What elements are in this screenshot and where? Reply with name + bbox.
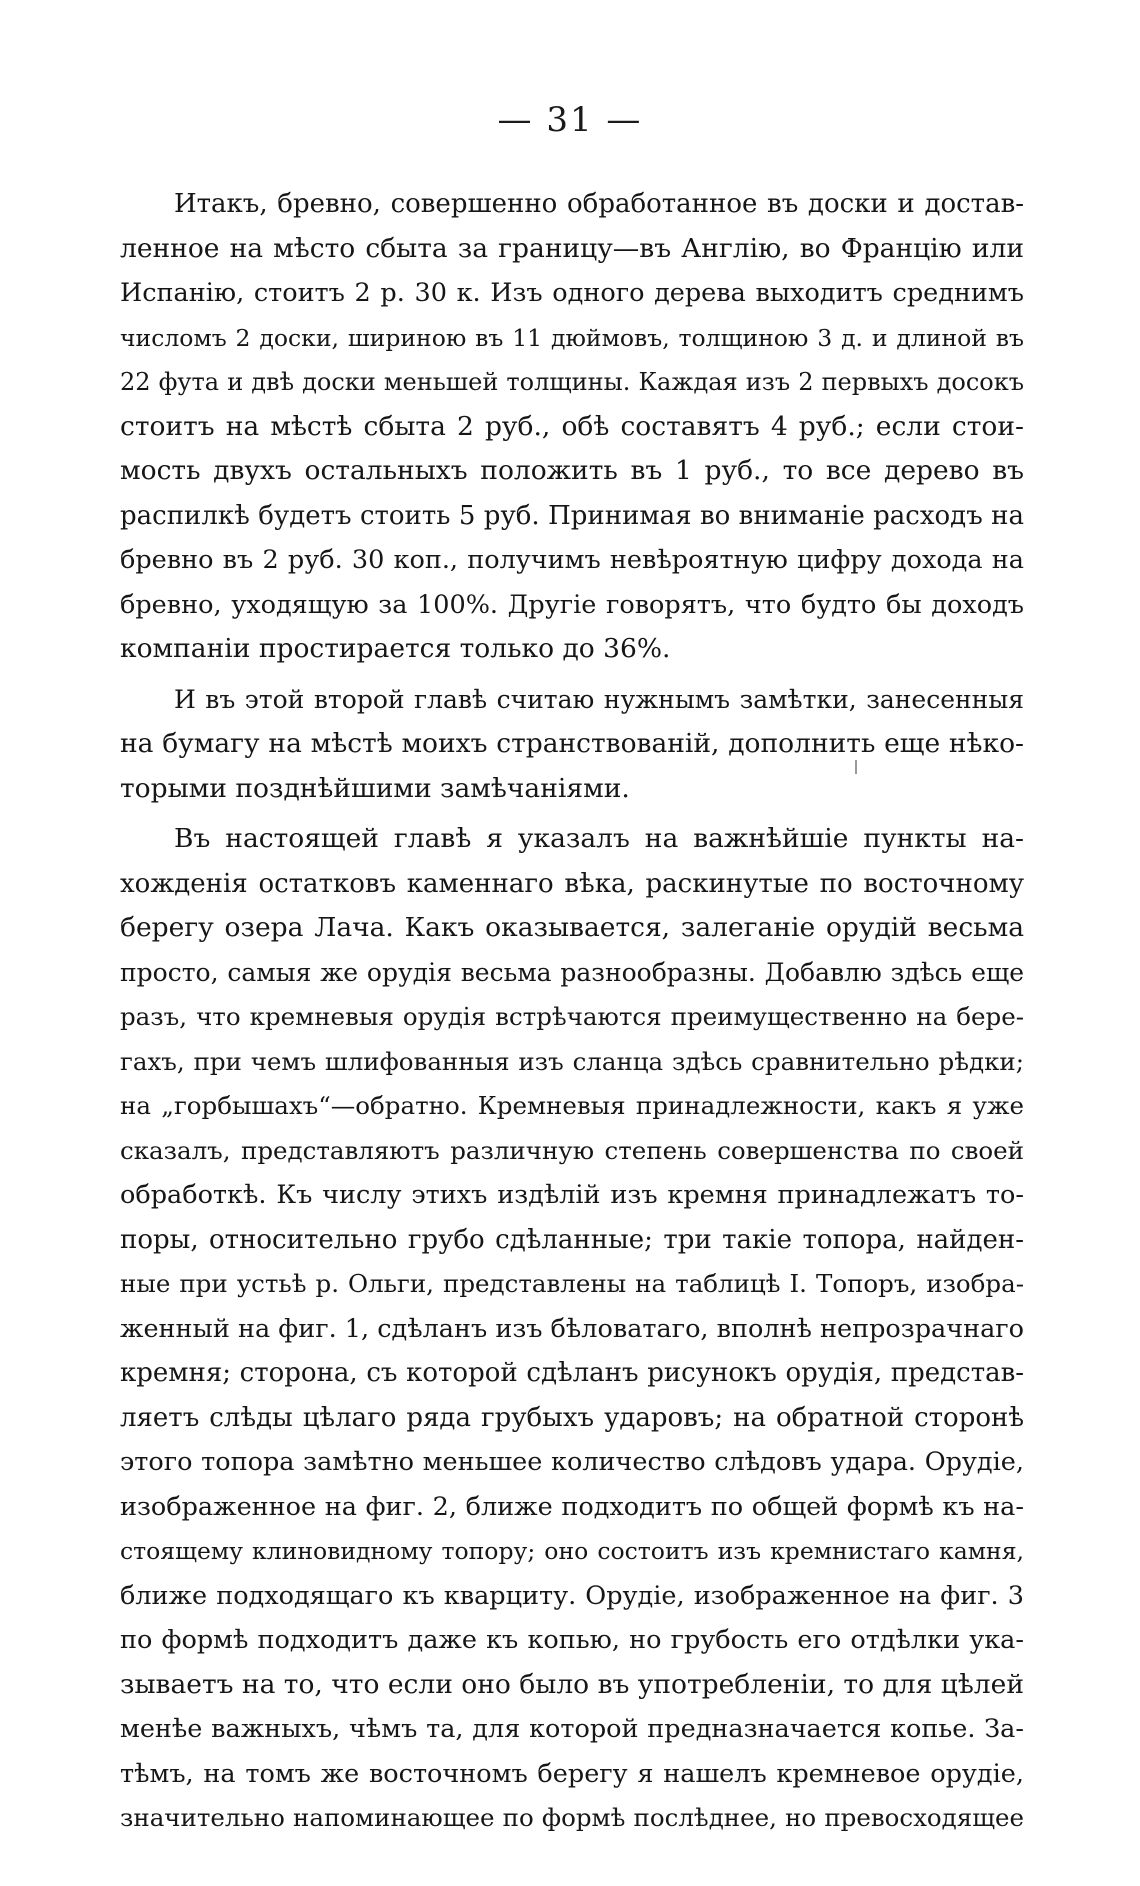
text-line: женный на фиг. 1, сдѣланъ изъ бѣловатаго, вполнѣ непрозрачнаго bbox=[120, 1313, 1024, 1344]
text-line: 22 фута и двѣ доски меньшей толщины. Каждая изъ 2 первыхъ досокъ bbox=[120, 368, 1024, 396]
paragraph-3 bbox=[120, 817, 1024, 1841]
text-line: по формѣ подходитъ даже къ копью, но грубость его отдѣлки ука- bbox=[120, 1625, 1024, 1655]
text-line: мость двухъ остальныхъ положить въ 1 руб., то все дерево въ bbox=[120, 455, 1024, 486]
text-line: стоитъ на мѣстѣ сбыта 2 руб., обѣ составятъ 4 руб.; если стои- bbox=[120, 410, 1024, 442]
text-line: этого топора замѣтно меньшее количество слѣдовъ удара. Орудіе, bbox=[120, 1447, 1024, 1477]
text-line: кремня; сторона, съ которой сдѣланъ рисунокъ орудія, представ- bbox=[120, 1358, 1024, 1388]
text-line: сказалъ, представляютъ различную степень совершенства по своей bbox=[120, 1135, 1024, 1165]
text-line: ближе подходящаго къ кварциту. Орудіе, изображенное на фиг. 3 bbox=[120, 1580, 1024, 1611]
text-line: обработкѣ. Къ числу этихъ издѣлій изъ кремня принадлежатъ то- bbox=[120, 1180, 1024, 1210]
text-line: зываетъ на то, что если оно было въ употребленіи, то для цѣлей bbox=[120, 1668, 1024, 1700]
text-line: И въ этой второй главѣ считаю нужнымъ замѣтки, занесенныя bbox=[174, 684, 1024, 714]
text-line: разъ, что кремневыя орудія встрѣчаются преимущественно на бере- bbox=[120, 1002, 1024, 1031]
text-line: на „горбышахъ“—обратно. Кремневыя принадлежности, какъ я уже bbox=[120, 1091, 1024, 1120]
text-line: тѣмъ, на томъ же восточномъ берегу я нашелъ кремневое орудіе, bbox=[120, 1758, 1024, 1789]
text-line: ляетъ слѣды цѣлаго ряда грубыхъ ударовъ; на обратной сторонѣ bbox=[120, 1402, 1024, 1433]
text-line: значительно напоминающее по формѣ послѣднее, но превосходящее bbox=[120, 1803, 1024, 1832]
paper-speck bbox=[855, 760, 857, 774]
text-line: изображенное на фиг. 2, ближе подходитъ по общей формѣ къ на- bbox=[120, 1491, 1024, 1522]
text-line: торыми позднѣйшими замѣчаніями. bbox=[120, 772, 630, 804]
text-line: компаніи простирается только до 36%. bbox=[120, 633, 671, 664]
text-line: ленное на мѣсто сбыта за границу—въ Англію, во Францію или bbox=[120, 232, 1024, 264]
page-number: — 31 — bbox=[497, 100, 643, 140]
paragraph-1 bbox=[120, 182, 1024, 672]
text-line: просто, самыя же орудія весьма разнообразны. Добавлю здѣсь еще bbox=[120, 957, 1024, 987]
body-text bbox=[120, 182, 1024, 1841]
text-line: Итакъ, бревно, совершенно обработанное въ доски и достав- bbox=[174, 189, 1024, 219]
text-line: распилкѣ будетъ стоить 5 руб. Принимая во вниманіе расходъ на bbox=[120, 500, 1024, 531]
text-line: менѣе важныхъ, чѣмъ та, для которой предназначается копье. За- bbox=[120, 1714, 1024, 1744]
text-line: Испанію, стоитъ 2 р. 30 к. Изъ одного дерева выходитъ среднимъ bbox=[120, 278, 1024, 308]
text-line: ные при устьѣ р. Ольги, представлены на таблицѣ I. Топоръ, изобра- bbox=[120, 1269, 1024, 1298]
text-line: гахъ, при чемъ шлифованныя изъ сланца здѣсь сравнительно рѣдки; bbox=[120, 1046, 1024, 1076]
text-line: числомъ 2 доски, шириною въ 11 дюймовъ, толщиною 3 д. и длиной въ bbox=[120, 323, 1024, 352]
text-line: на бумагу на мѣстѣ моихъ странствованій, дополнить еще нѣко- bbox=[120, 728, 1024, 759]
text-line: хожденія остатковъ каменнаго вѣка, раскинутые по восточному bbox=[120, 868, 1024, 899]
text-line: бревно, уходящую за 100%. Другіе говорятъ, что будто бы доходъ bbox=[120, 589, 1024, 620]
text-line: поры, относительно грубо сдѣланные; три такіе топора, найден- bbox=[120, 1224, 1024, 1255]
text-line: Въ настоящей главѣ я указалъ на важнѣйшіе пункты на- bbox=[174, 823, 1024, 854]
paragraph-2 bbox=[120, 678, 1024, 812]
text-line: бревно въ 2 руб. 30 коп., получимъ невѣроятную цифру дохода на bbox=[120, 545, 1024, 575]
text-line: стоящему клиновидному топору; оно состоитъ изъ кремнистаго камня, bbox=[120, 1537, 1024, 1565]
text-line: берегу озера Лача. Какъ оказывается, залеганіе орудій весьма bbox=[120, 912, 1024, 943]
